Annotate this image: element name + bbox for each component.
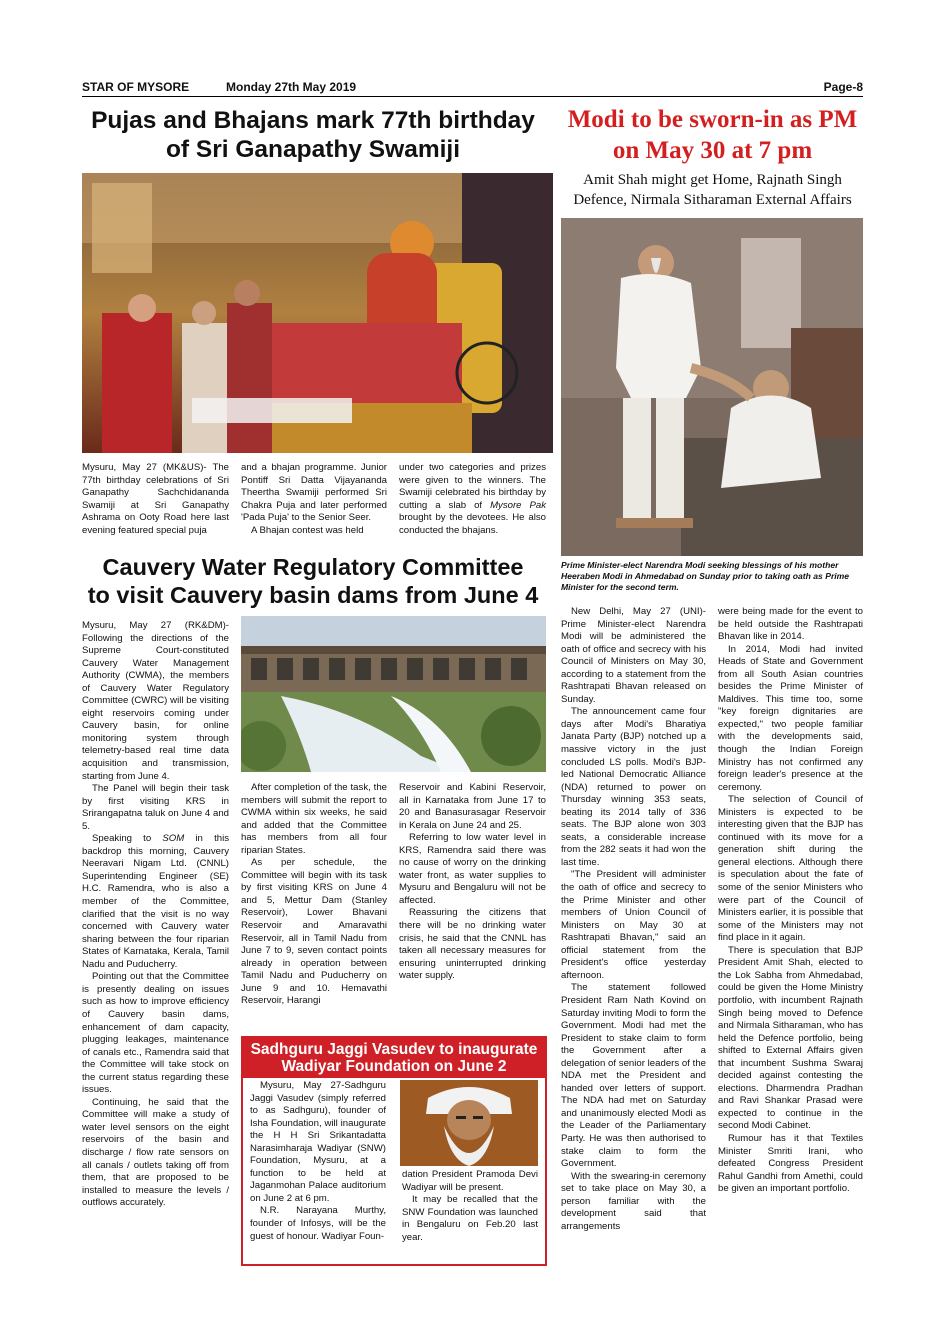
article4-paragraph: N.R. Narayana Murthy, founder of Infosys, will be the guest of honour. Wadiyar Foun- [250,1205,386,1242]
article2-subheadline [560,170,865,211]
header-rule [82,96,863,97]
article1-column-2 [241,462,387,537]
article3-paragraph: The Panel will begin their task by first visiting KRS in Srirangapatna taluk on June 4 and 5. [82,783,229,832]
article3-column-3 [399,782,546,983]
photo-caption: Prime Minister-elect Narendra Modi seeking blessings of his mother Heeraben Modi in Ahmedabad on Sunday prior to taking oath as Prime Minister for the second term. [561,560,850,592]
article2-paragraph: The announcement came four days after Modi's Bharatiya Janata Party (BJP) notched up a massive victory in the just concluded LS polls. Modi's BJP-led National Democratic Alliance (NDA) returned to power on Thursday winning 353 seats, beating its 2014 tally of 336 seats. The BJP alone won 303 seats, a considerable increase from the 282 seats it had won the last time. [561,706,706,868]
modi-mother-photo [561,218,863,556]
article4-headline-line1: Sadhguru Jaggi Vasudev to inaugurate [250,1041,538,1058]
article2-headline-line2: on May 30 at 7 pm [612,137,813,165]
article3-text: Speaking to [92,833,152,845]
article2-paragraph: were being made for the event to be held outside the Rashtrapati Bhavan like in 2014. [718,606,863,643]
article2-paragraph: The statement followed President Ram Nath Kovind on Saturday inviting Modi to form the Government. Modi had met the President to stake claim to form the Government after a delegation of senior leaders of the NDA met the President and handed over letters of support. The NDA had met on Saturday and unanimously elected Modi as the Leader of the Parliamentary Party. He was then authorised to stake claim to form the Government. [561,982,706,1170]
dam-photo [241,616,546,772]
article1-paragraph: and a bhajan programme. Junior Pontiff Sri Datta Vijayananda Theertha Swamiji performed Sri Chakra Puja and later performed 'Pada Puja' to the Senior Seer. [241,462,387,524]
article3-paragraph: Continuing, he said that the Committee will make a study of water level sensors on the eight reservoirs of the basin and discharge / flow rate sensors on all canals / outlets taking off from them, that are proposed to be installed to measure the levels / outflows accurately. [82,1096,229,1209]
article2-paragraph: New Delhi, May 27 (UNI)- Prime Minister-elect Narendra Modi will be administered the oath of office and secrecy with his Council of Ministers on May 30, according to a statement from the Rashtrapati Bhavan released on Sunday. [561,606,706,705]
article1-column-1 [82,462,229,537]
article2-subheadline-line2: Defence, Nirmala Sitharaman External Affairs [573,192,852,209]
article4-headline-line2: Wadiyar Foundation on June 2 [281,1058,507,1075]
article1-headline [78,106,548,165]
article2-headline-line1: Modi to be sworn-in as PM [567,106,858,133]
article3-headline-line1: Cauvery Water Regulatory Committee [102,554,524,580]
article2-paragraph: The selection of Council of Ministers is expected to be interesting given that the BJP has continued with its move for a generation shift during the general elections. Although there is speculation about the fate of some of the senior Ministers who were part of the Council of Ministers earlier, it is possible that some of the Ministers may not find place in it again. [718,794,863,944]
birthday-celebration-photo [82,173,553,453]
article1-column-3 [399,462,546,537]
article2-paragraph: There is speculation that BJP President Amit Shah, elected to the Lok Sabha from Ahmedabad, could be given the Home Ministry portfolio, with incumbent Rajnath Singh being moved to Defence and Nirmala Sitharaman, who has held the Defence portfolio, being shifted to External Affairs given that incumbent Sushma Swaraj decided against contesting the elections. Dharmendra Pradhan and Ravi Shankar Prasad were expected to continue in the second Modi Cabinet. [718,944,863,1132]
article3-column-1 [82,620,229,1210]
article3-text: in this backdrop this morning, Cauvery Neeravari Nigam Ltd. (CNNL) Superintending Engineer (SE) H.C. Ramendra, who is also a member of the Committee, clarified that the visit is no way concerned with Cauvery water sharing between the four riparian States of Karnataka, Kerala, Tamil Nadu and Puducherry. [82,833,229,970]
article1-paragraph: Mysuru, May 27 (MK&US)- The 77th birthday celebrations of Sri Ganapathy Sachchidananda Swamiji at Sri Ganapathy Ashrama on Ooty Road here last evening featured special puja [82,462,229,536]
article1-emphasis: Mysore Pak [490,499,547,511]
article1-text: brought by the devotees. He also conducted the bhajans. [399,512,546,536]
article1-paragraph [399,462,546,537]
article4-paragraph: Mysuru, May 27-Sadhguru Jaggi Vasudev (simply referred to as Sadhguru), founder of Isha Foundation, will inaugurate the H H Sri Srikantadatta Narasimharaja Wadiyar (SNW) Foundation, Mysuru, at a function to be held at Jaganmohan Palace auditorium on June 2 at 6 pm. [250,1080,386,1204]
article4-column-2 [402,1169,538,1244]
article2-paragraph: "The President will administer the oath of office and secrecy to the Prime Minister and other members of Union Council of Ministers on May 30 at Rashtrapati Bhavan," said an official statement from the President's office yesterday afternoon. [561,869,706,981]
article1-text: under two categories and prizes were given to the winners. The Swamiji celebrated his birthday by cutting a slab of [399,462,546,511]
issue-date: Monday 27th May 2019 [226,80,357,94]
article4-column-1 [250,1080,386,1243]
article3-paragraph: Referring to low water level in KRS, Ramendra said there was no cause of worry on the drinking water front, as water supplies to Mysuru and Bengaluru will not be affected. [399,832,546,906]
article2-paragraph: With the swearing-in ceremony set to take place on May 30, a person familiar with the development said that arrangements [561,1170,706,1232]
article2-headline [560,104,865,167]
article3-paragraph: Reassuring the citizens that there will be no drinking water crisis, he said that the CNNL has taken all necessary measures for ensuring uninterrupted drinking water supply. [399,907,546,982]
article3-paragraph: Reservoir and Kabini Reservoir, all in Karnataka from June 17 to 20 and Banasurasagar Reservoir in Kerala on June 24 and 25. [399,782,546,831]
page-number: Page-8 [823,80,863,94]
article3-headline-line2: to visit Cauvery basin dams from June 4 [87,582,539,609]
article1-headline-line1: Pujas and Bhajans mark 77th birthday [91,107,535,134]
article3-headline [78,553,548,609]
article3-paragraph: After completion of the task, the members will submit the report to CWMA within six weeks, he said and added that the Committee has members from all four riparian States. [241,782,387,856]
article4-paragraph: dation President Pramoda Devi Wadiyar will be present. [402,1169,538,1193]
article3-emphasis: SOM [162,833,185,845]
article3-paragraph: Pointing out that the Committee is presently dealing on issues such as how to improve efficiency of Cauvery basin dams, enhancement of dam capacity, plugging leakages, maintenance of canals etc., Ramendra said that the Committee will take stock on the current status regarding these issues. [82,971,229,1096]
publication-name: STAR OF MYSORE [82,80,190,94]
article2-paragraph: In 2014, Modi had invited Heads of State and Government from all South Asian countries besides the Prime Minister of Maldives. This time too, some "key foreign dignitaries are expected," two people familiar with the developments said, though the Indian Foreign Ministry has not confirmed any foreign leader's presence at the ceremony. [718,643,863,793]
article3-paragraph: Mysuru, May 27 (RK&DM)- Following the directions of the Supreme Court-constituted Cauvery Water Management Authority (CWMA), the members of Cauvery Water Regulatory Committee (CWRC) will be visiting eight reservoirs coming under Cauvery basin, for online monitoring system through telemetry-based real time data acquisition and transmission, starting from June 4. [82,620,229,782]
sadhguru-photo [400,1080,538,1166]
article2-subheadline-line1: Amit Shah might get Home, Rajnath Singh [583,172,842,188]
article4-paragraph: It may be recalled that the SNW Foundation was launched in Bengaluru on Feb.20 last year. [402,1194,538,1243]
article2-column-2 [718,606,863,1196]
article2-paragraph: Rumour has it that Textiles Minister Smriti Irani, who defeated Congress President Rahul Gandhi from Amethi, could be given an important portfolio. [718,1132,863,1195]
article3-paragraph [82,833,229,971]
article3-column-2 [241,782,387,1008]
article3-paragraph: As per schedule, the Committee will begin with its task by first visiting KRS on June 4 and 5, Mettur Dam (Stanley Reservoir), Lower Bhavani Reservoir and Amaravathi Reservoir, all in Tamil Nadu from June 7 to 9, seven contact points already in operation between Tamil Nadu and Puducherry on June 9 and 10. Hemavathi Reservoir, Harangi [241,857,387,1007]
article1-paragraph: A Bhajan contest was held [251,524,364,536]
article1-headline-line2: of Sri Ganapathy Swamiji [165,136,461,164]
article2-column-1 [561,606,706,1233]
article4-headline [243,1038,545,1078]
